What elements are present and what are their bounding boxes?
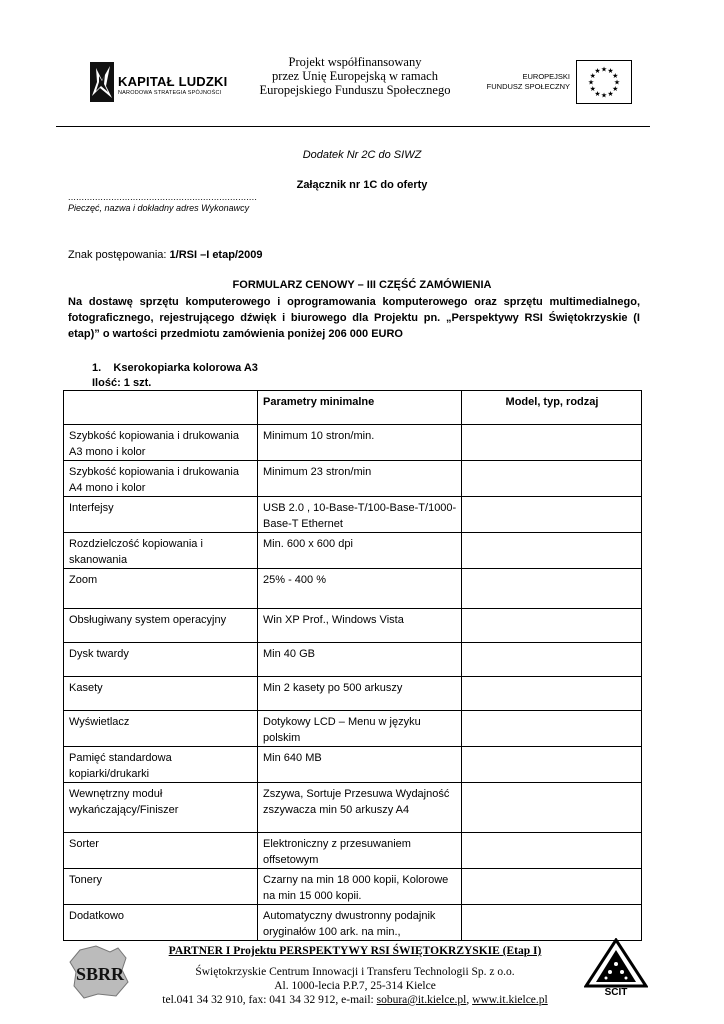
form-description: Na dostawę sprzętu komputerowego i oprogramowania komputerowego oraz sprzętu multimedialnego, fotograficznego, rejestrującego dźwięk i biurowego dla Projektu pn. „Perspektywy RSI Świętokrzyskie (I etap)” o wartości przedmiotu zamówienia poniżej 206 000 EURO bbox=[68, 296, 640, 340]
min-value-cell: Automatyczny dwustronny podajnik oryginałów 100 ark. na min., bbox=[258, 905, 462, 941]
sbrr-logo-text: SBRR bbox=[75, 964, 125, 984]
kapital-ludzki-emblem-icon bbox=[84, 60, 118, 104]
model-entry-cell[interactable] bbox=[462, 677, 642, 711]
min-value-cell: Win XP Prof., Windows Vista bbox=[258, 609, 462, 643]
table-row bbox=[64, 833, 642, 869]
min-value-cell: Min 2 kasety po 500 arkuszy bbox=[258, 677, 462, 711]
param-cell: Szybkość kopiowania i drukowania A4 mono i kolor bbox=[64, 461, 258, 497]
kapital-ludzki-text bbox=[118, 74, 227, 96]
efs-line-2: FUNDUSZ SPOŁECZNY bbox=[486, 82, 570, 91]
min-value-cell: USB 2.0 , 10-Base-T/100-Base-T/1000-Base-T Ethernet bbox=[258, 497, 462, 533]
eu-star-icon: ★ bbox=[589, 72, 596, 80]
kapital-ludzki-title: KAPITAŁ LUDZKI bbox=[118, 74, 228, 89]
eu-star-icon: ★ bbox=[594, 67, 601, 76]
kapital-ludzki-subtitle: NARODOWA STRATEGIA SPÓJNOŚCI bbox=[118, 90, 222, 96]
param-cell: Szybkość kopiowania i drukowania A3 mono i kolor bbox=[64, 425, 258, 461]
table-row bbox=[64, 497, 642, 533]
model-entry-cell[interactable] bbox=[462, 711, 642, 747]
param-cell: Rozdzielczość kopiowania i skanowania bbox=[64, 533, 258, 569]
param-cell: Kasety bbox=[64, 677, 258, 711]
spec-table bbox=[63, 390, 642, 941]
model-entry-cell[interactable] bbox=[462, 461, 642, 497]
form-title: FORMULARZ CENOWY – III CZĘŚĆ ZAMÓWIENIA bbox=[232, 279, 492, 291]
appendix-label: Dodatek Nr 2C do SIWZ bbox=[302, 149, 422, 161]
model-entry-cell[interactable] bbox=[462, 569, 642, 609]
param-cell: Sorter bbox=[64, 833, 258, 869]
min-value-cell: Minimum 10 stron/min. bbox=[258, 425, 462, 461]
cofinancing-line-2: przez Unię Europejską w ramach bbox=[272, 69, 438, 83]
footer-contact-block bbox=[140, 965, 570, 1007]
section-name: Kserokopiarka kolorowa A3 bbox=[113, 362, 258, 374]
scit-logo bbox=[584, 938, 648, 996]
email-link[interactable]: sobura@it.kielce.pl bbox=[376, 994, 467, 1006]
param-cell: Wyświetlacz bbox=[64, 711, 258, 747]
footer-address: Al. 1000-lecia P.P.7, 25-314 Kielce bbox=[274, 980, 436, 992]
table-row bbox=[64, 783, 642, 833]
scit-logo-text: ŚCIT bbox=[604, 987, 628, 996]
efs-label bbox=[478, 72, 570, 92]
eu-star-icon: ★ bbox=[594, 89, 601, 98]
param-cell: Obsługiwany system operacyjny bbox=[64, 609, 258, 643]
eu-star-icon: ★ bbox=[612, 72, 619, 80]
section-title bbox=[92, 361, 258, 375]
min-value-cell: Min 640 MB bbox=[258, 747, 462, 783]
table-row bbox=[64, 905, 642, 941]
table-row bbox=[64, 533, 642, 569]
model-entry-cell[interactable] bbox=[462, 643, 642, 677]
min-value-cell: Elektroniczny z przesuwaniem offsetowym bbox=[258, 833, 462, 869]
eu-star-icon: ★ bbox=[587, 78, 595, 87]
cofinancing-line-3: Europejskiego Funduszu Społecznego bbox=[259, 83, 451, 97]
sbrr-logo bbox=[66, 944, 134, 1000]
efs-line-1: EUROPEJSKI bbox=[522, 72, 570, 81]
param-cell: Dysk twardy bbox=[64, 643, 258, 677]
table-header-row bbox=[64, 391, 642, 425]
header-cell-min-params: Parametry minimalne bbox=[258, 391, 462, 425]
eu-star-icon: ★ bbox=[607, 67, 614, 76]
eu-star-icon: ★ bbox=[589, 85, 596, 93]
table-row bbox=[64, 461, 642, 497]
table-row bbox=[64, 609, 642, 643]
param-cell: Wewnętrzny moduł wykańczający/Finiszer bbox=[64, 783, 258, 833]
model-entry-cell[interactable] bbox=[462, 497, 642, 533]
eu-star-icon: ★ bbox=[600, 65, 608, 74]
website-link[interactable]: www.it.kielce.pl bbox=[472, 994, 548, 1006]
eu-star-icon: ★ bbox=[600, 91, 608, 100]
attachment-label: Załącznik nr 1C do oferty bbox=[296, 179, 428, 191]
min-value-cell: Dotykowy LCD – Menu w języku polskim bbox=[258, 711, 462, 747]
footer-partner: PARTNER I Projektu PERSPEKTYWY RSI ŚWIĘTOKRZYSKIE (Etap I) bbox=[168, 945, 542, 957]
header-divider bbox=[56, 126, 650, 127]
footer-company: Świętokrzyskie Centrum Innowacji i Transferu Technologii Sp. z o.o. bbox=[195, 966, 515, 978]
stamp-dotted-line: ...................................................................... bbox=[68, 192, 258, 202]
cofinancing-line-1: Projekt współfinansowany bbox=[288, 55, 422, 69]
footer-contact-prefix: tel.041 34 32 910, fax: 041 34 32 912, e-mail: bbox=[162, 994, 377, 1006]
table-row bbox=[64, 747, 642, 783]
table-row bbox=[64, 711, 642, 747]
stamp-caption: Pieczęć, nazwa i dokładny adres Wykonawcy bbox=[68, 203, 250, 213]
model-entry-cell[interactable] bbox=[462, 905, 642, 941]
min-value-cell: Czarny na min 18 000 kopii, Kolorowe na min 15 000 kopii. bbox=[258, 869, 462, 905]
min-value-cell: Min 40 GB bbox=[258, 643, 462, 677]
eu-star-icon: ★ bbox=[607, 89, 614, 98]
procedure-reference bbox=[68, 248, 262, 262]
procedure-reference-value: 1/RSI –I etap/2009 bbox=[169, 249, 263, 261]
footer-separator: , bbox=[466, 994, 473, 1006]
model-entry-cell[interactable] bbox=[462, 533, 642, 569]
header-cell-empty bbox=[64, 391, 258, 425]
table-row bbox=[64, 869, 642, 905]
model-entry-cell[interactable] bbox=[462, 747, 642, 783]
model-entry-cell[interactable] bbox=[462, 609, 642, 643]
param-cell: Dodatkowo bbox=[64, 905, 258, 941]
model-entry-cell[interactable] bbox=[462, 783, 642, 833]
quantity-label: Ilość: 1 szt. bbox=[92, 377, 152, 389]
model-entry-cell[interactable] bbox=[462, 869, 642, 905]
eu-star-icon: ★ bbox=[612, 85, 619, 93]
cofinancing-note bbox=[230, 55, 480, 97]
model-entry-cell[interactable] bbox=[462, 425, 642, 461]
param-cell: Interfejsy bbox=[64, 497, 258, 533]
param-cell: Tonery bbox=[64, 869, 258, 905]
procedure-reference-label: Znak postępowania: bbox=[68, 249, 170, 261]
table-row bbox=[64, 643, 642, 677]
sbrr-map-icon bbox=[66, 944, 134, 1000]
footer-contact bbox=[140, 993, 570, 1007]
model-entry-cell[interactable] bbox=[462, 833, 642, 869]
min-value-cell: Minimum 23 stron/min bbox=[258, 461, 462, 497]
min-value-cell: Min. 600 x 600 dpi bbox=[258, 533, 462, 569]
section-number: 1. bbox=[92, 362, 102, 374]
param-cell: Zoom bbox=[64, 569, 258, 609]
table-row bbox=[64, 425, 642, 461]
min-value-cell: 25% - 400 % bbox=[258, 569, 462, 609]
param-cell: Pamięć standardowa kopiarki/drukarki bbox=[64, 747, 258, 783]
table-row bbox=[64, 677, 642, 711]
scit-triangle-icon bbox=[584, 938, 648, 996]
min-value-cell: Zszywa, Sortuje Przesuwa Wydajność zszywacza min 50 arkuszy A4 bbox=[258, 783, 462, 833]
eu-flag-icon bbox=[576, 60, 632, 104]
header-cell-model: Model, typ, rodzaj bbox=[462, 391, 642, 425]
table-row bbox=[64, 569, 642, 609]
eu-star-icon: ★ bbox=[613, 78, 621, 87]
